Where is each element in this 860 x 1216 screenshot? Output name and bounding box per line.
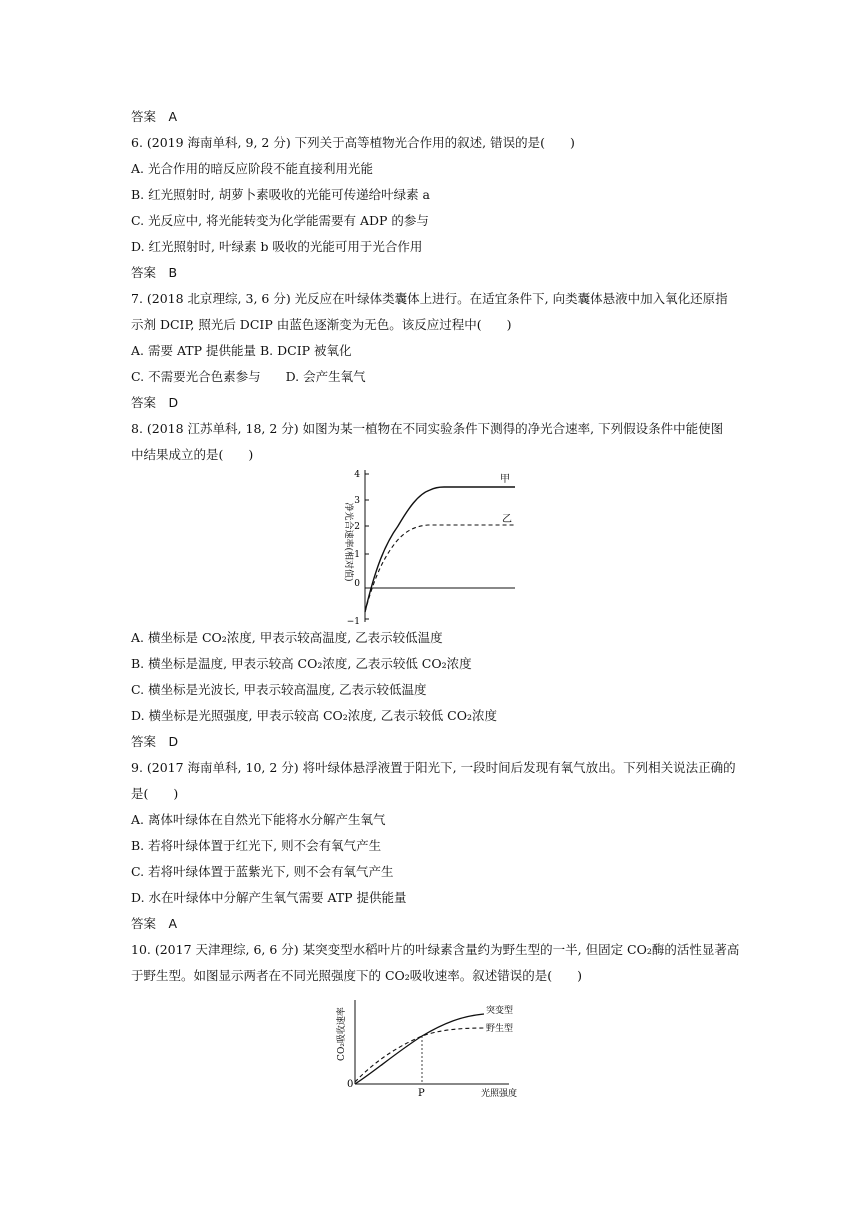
question-8-option-c: C. 横坐标是光波长, 甲表示较高温度, 乙表示较低温度: [131, 682, 427, 697]
chart2-origin: 0: [347, 1079, 354, 1090]
question-6-option-c: C. 光反应中, 将光能转变为化学能需要有 ADP 的参与: [131, 213, 429, 228]
chart1-tick-0: 0: [354, 579, 360, 589]
chart1-label-yi: 乙: [502, 514, 512, 525]
answer-6: 答案 B: [131, 265, 178, 280]
question-9-option-c: C. 若将叶绿体置于蓝紫光下, 则不会有氧气产生: [131, 864, 394, 879]
question-9-stem-2: 是( ): [131, 786, 179, 801]
chart1-tick-2: 2: [354, 522, 360, 532]
question-9-option-a: A. 离体叶绿体在自然光下能将水分解产生氧气: [131, 812, 386, 827]
question-9-stem-1: 9. (2017 海南单科, 10, 2 分) 将叶绿体悬浮液置于阳光下, 一段时间后发现有氧气放出。下列相关说法正确的: [131, 760, 736, 775]
question-9-option-d: D. 水在叶绿体中分解产生氧气需要 ATP 提供能量: [131, 890, 407, 905]
chart2-label-mutant: 突变型: [486, 1006, 514, 1016]
question-6-stem: 6. (2019 海南单科, 9, 2 分) 下列关于高等植物光合作用的叙述, 错误的是( ): [131, 135, 575, 150]
chart1-tick-4: 4: [354, 470, 360, 480]
answer-8: 答案 D: [131, 734, 179, 749]
chart1-tick-neg1: −1: [346, 617, 360, 626]
chart2-point-p: P: [418, 1088, 425, 1099]
net-photosynthesis-chart: [330, 464, 540, 626]
question-8-stem-2: 中结果成立的是( ): [131, 447, 254, 462]
question-6-option-d: D. 红光照射时, 叶绿素 b 吸收的光能可用于光合作用: [131, 239, 423, 254]
chart2-xlabel: 光照强度: [481, 1089, 518, 1099]
question-7-stem-2: 示剂 DCIP, 照光后 DCIP 由蓝色逐渐变为无色。该反应过程中( ): [131, 317, 512, 332]
question-10-stem-1: 10. (2017 天津理综, 6, 6 分) 某突变型水稻叶片的叶绿素含量约为野生型的一半, 但固定 CO₂酶的活性显著高: [131, 942, 740, 957]
co2-absorption-chart: [334, 996, 534, 1100]
chart1-tick-1: 1: [354, 550, 360, 560]
answer-5: 答案 A: [131, 109, 178, 124]
chart2-label-wildtype: 野生型: [486, 1024, 514, 1034]
chart1-curve-yi: [365, 525, 515, 612]
question-6-option-a: A. 光合作用的暗反应阶段不能直接利用光能: [131, 161, 373, 176]
chart1-label-jia: 甲: [500, 474, 510, 485]
question-8-option-d: D. 横坐标是光照强度, 甲表示较高 CO₂浓度, 乙表示较低 CO₂浓度: [131, 708, 498, 723]
chart1-curve-jia: [365, 487, 515, 612]
answer-7: 答案 D: [131, 395, 179, 410]
question-7-options-ab: A. 需要 ATP 提供能量 B. DCIP 被氧化: [131, 343, 352, 358]
answer-9: 答案 A: [131, 916, 178, 931]
chart2-curve-mutant: [355, 1014, 484, 1084]
question-9-option-b: B. 若将叶绿体置于红光下, 则不会有氧气产生: [131, 838, 382, 853]
chart2-ylabel: CO₂吸收速率: [337, 1007, 347, 1061]
question-10-stem-2: 于野生型。如图显示两者在不同光照强度下的 CO₂吸收速率。叙述错误的是( ): [131, 968, 583, 983]
question-7-stem-1: 7. (2018 北京理综, 3, 6 分) 光反应在叶绿体类囊体上进行。在适宜条件下, 向类囊体悬液中加入氧化还原指: [131, 291, 728, 306]
question-7-options-cd: C. 不需要光合色素参与 D. 会产生氧气: [131, 369, 366, 384]
chart1-ylabel: 净光合速率(相对值): [343, 502, 353, 582]
question-6-option-b: B. 红光照射时, 胡萝卜素吸收的光能可传递给叶绿素 a: [131, 187, 431, 202]
question-8-option-b: B. 横坐标是温度, 甲表示较高 CO₂浓度, 乙表示较低 CO₂浓度: [131, 656, 472, 671]
question-8-option-a: A. 横坐标是 CO₂浓度, 甲表示较高温度, 乙表示较低温度: [131, 630, 443, 645]
chart2-curve-wildtype: [355, 1028, 484, 1082]
chart1-tick-3: 3: [354, 496, 360, 506]
question-8-stem-1: 8. (2018 江苏单科, 18, 2 分) 如图为某一植物在不同实验条件下测得的净光合速率, 下列假设条件中能使图: [131, 421, 724, 436]
